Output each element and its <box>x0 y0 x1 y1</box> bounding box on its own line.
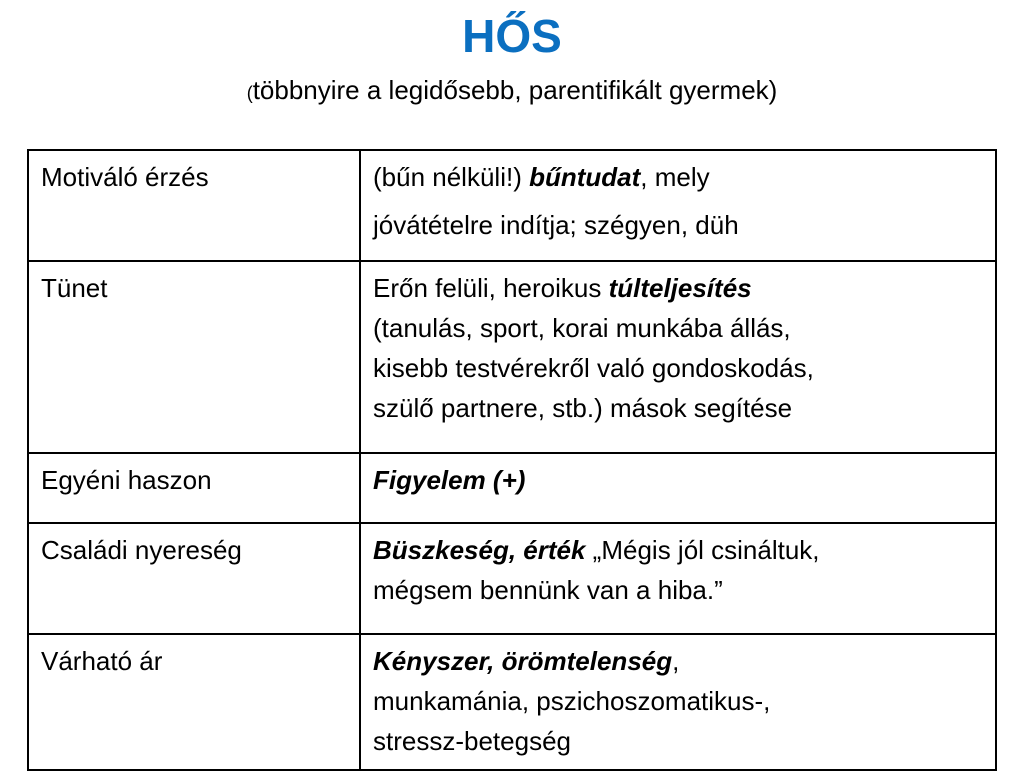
content-line: kisebb testvérekről való gondoskodás, <box>373 353 814 383</box>
row-content <box>360 523 996 634</box>
row-label: Egyéni haszon <box>28 453 360 523</box>
row-label: Motiváló érzés <box>28 150 360 261</box>
content-emphasis: bűntudat <box>529 162 641 192</box>
slide-subtitle <box>0 72 1024 111</box>
subtitle-text: többnyire a legidősebb, parentifikált gyermek) <box>252 75 778 105</box>
row-content <box>360 150 996 261</box>
subtitle-open-paren: ( <box>246 83 253 103</box>
table-row <box>28 261 996 453</box>
content-text: „Mégis jól csináltuk, <box>585 535 820 565</box>
row-content <box>360 634 996 770</box>
content-text: Erőn felüli, heroikus <box>373 273 609 303</box>
content-line: munkamánia, pszichoszomatikus-, <box>373 686 771 716</box>
row-content <box>360 453 996 523</box>
content-line: stressz-betegség <box>373 726 571 756</box>
table-row <box>28 150 996 261</box>
content-emphasis: Büszkeség, érték <box>373 535 586 565</box>
row-content <box>360 261 996 453</box>
content-text: , mely <box>640 162 710 192</box>
slide-title: HŐS <box>462 10 562 62</box>
row-label: Családi nyereség <box>28 523 360 634</box>
table-row <box>28 634 996 770</box>
content-emphasis: túlteljesítés <box>608 273 752 303</box>
content-line: szülő partnere, stb.) mások segítése <box>373 393 793 423</box>
row-label: Tünet <box>28 261 360 453</box>
table-row <box>28 523 996 634</box>
content-text: (bűn nélküli!) <box>373 162 530 192</box>
content-line: jóvátételre indítja; szégyen, düh <box>373 210 739 240</box>
content-text: , <box>672 646 680 676</box>
role-table <box>27 149 997 771</box>
content-line: (tanulás, sport, korai munkába állás, <box>373 313 791 343</box>
content-line: mégsem bennünk van a hiba.” <box>373 575 723 605</box>
content-emphasis: Kényszer, örömtelenség <box>373 646 673 676</box>
row-label: Várható ár <box>28 634 360 770</box>
table-row <box>28 453 996 523</box>
content-emphasis: Figyelem (+) <box>373 465 526 495</box>
